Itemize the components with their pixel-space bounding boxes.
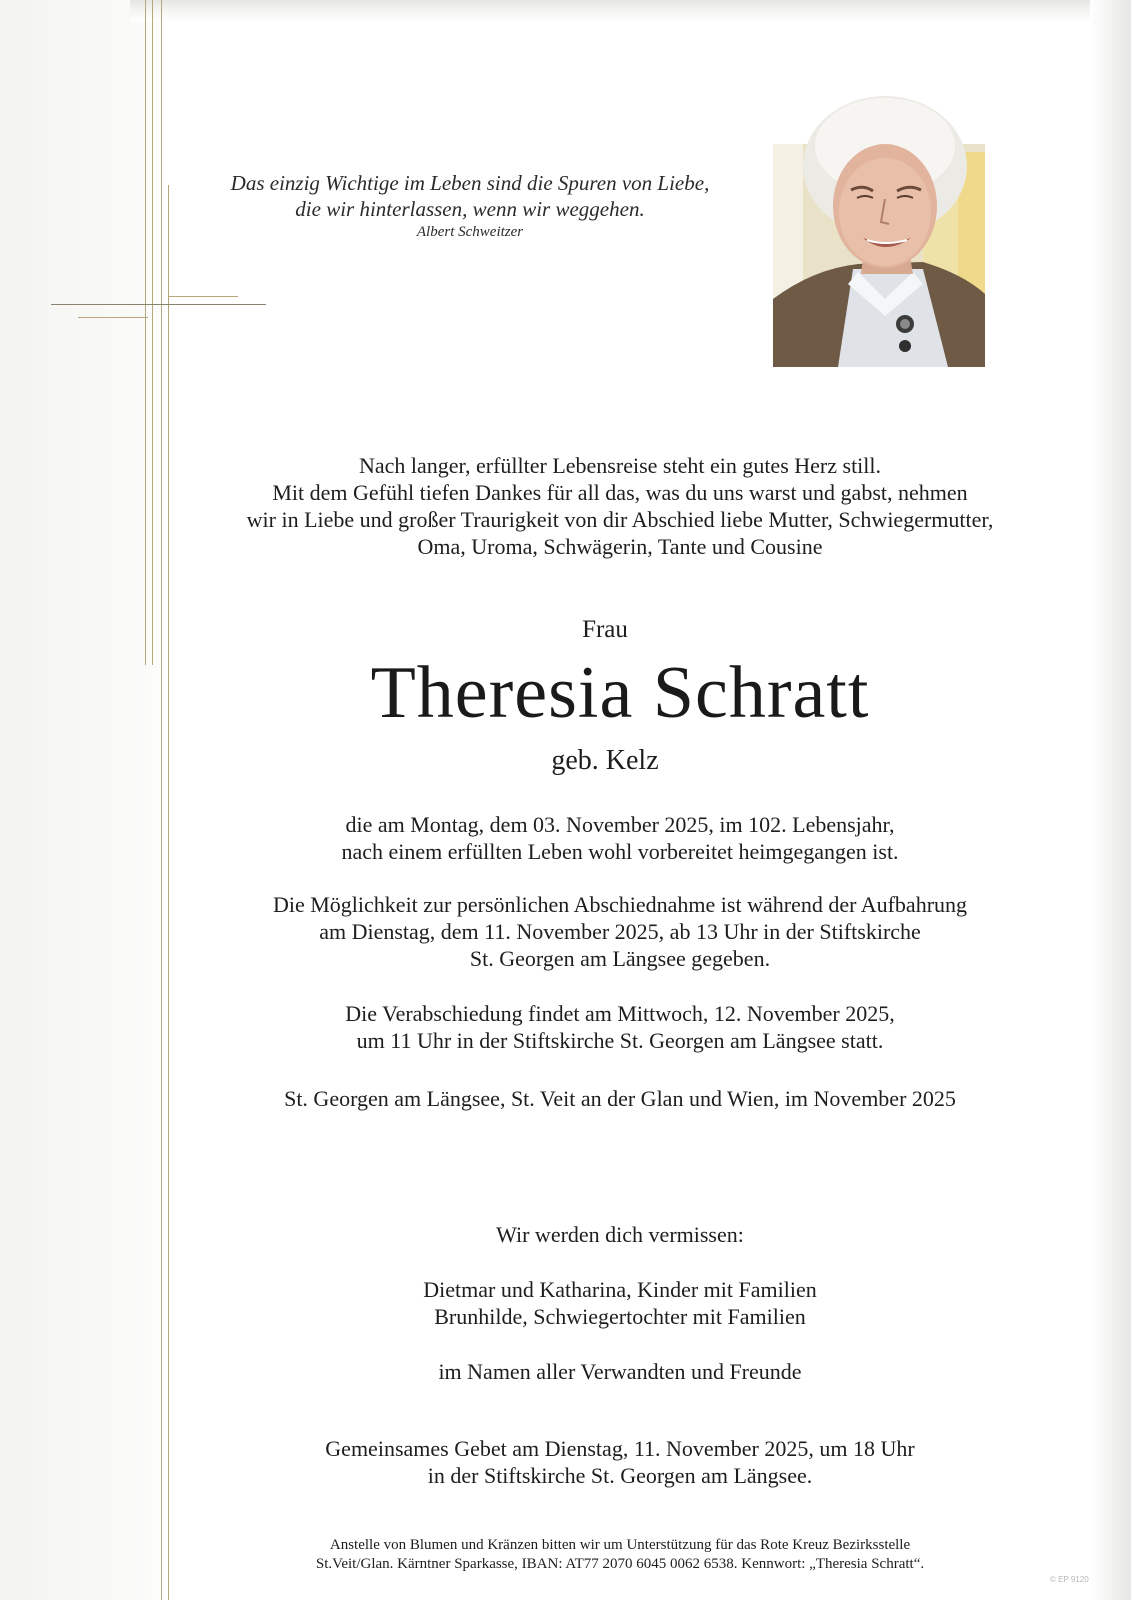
- quote-author: Albert Schweitzer: [416, 224, 524, 240]
- viewing-line: Die Möglichkeit zur persönlichen Abschiednahme ist während der Aufbahrung: [272, 892, 968, 917]
- intro-line: wir in Liebe und großer Traurigkeit von dir Abschied liebe Mutter, Schwiegermutter,: [246, 507, 994, 532]
- mourner-line: Dietmar und Katharina, Kinder mit Familien: [423, 1277, 817, 1302]
- mourner-line: Brunhilde, Schwiegertochter mit Familien: [434, 1304, 806, 1329]
- prayer-line: Gemeinsames Gebet am Dienstag, 11. November 2025, um 18 Uhr: [325, 1436, 915, 1461]
- deceased-name: Theresia Schratt: [370, 652, 870, 734]
- intro-text: [180, 452, 1060, 560]
- farewell-info: [180, 1000, 1060, 1054]
- intro-line: Oma, Uroma, Schwägerin, Tante und Cousine: [417, 534, 823, 559]
- prayer-info: [180, 1435, 1060, 1489]
- death-notice-line: die am Montag, dem 03. November 2025, im 102. Lebensjahr,: [345, 812, 895, 837]
- donation-note: [180, 1536, 1060, 1574]
- mourners-relatives: im Namen aller Verwandten und Freunde: [438, 1359, 802, 1384]
- death-notice: [180, 811, 1060, 865]
- intro-line: Nach langer, erfüllter Lebensreise steht ein gutes Herz still.: [358, 453, 882, 478]
- form-code: © EP 9120: [1050, 1575, 1089, 1584]
- place-and-date: St. Georgen am Längsee, St. Veit an der Glan und Wien, im November 2025: [284, 1086, 956, 1111]
- portrait-photo: [773, 94, 985, 367]
- memorial-quote: [190, 170, 750, 242]
- intro-line: Mit dem Gefühl tiefen Dankes für all das, was du uns warst und gabst, nehmen: [272, 480, 968, 505]
- farewell-line: Die Verabschiedung findet am Mittwoch, 12. November 2025,: [345, 1001, 895, 1026]
- birth-name: geb. Kelz: [551, 745, 659, 776]
- viewing-info: [180, 891, 1060, 972]
- paper-top-edge: [130, 0, 1131, 22]
- salutation: Frau: [582, 616, 628, 643]
- donation-line: St.Veit/Glan. Kärntner Sparkasse, IBAN: AT77 2070 6045 0062 6538. Kennwort: „Theresia Schratt“.: [315, 1556, 925, 1572]
- quote-line: die wir hinterlassen, wenn wir weggehen.: [295, 197, 645, 221]
- donation-line: Anstelle von Blumen und Kränzen bitten wir um Unterstützung für das Rote Kreuz Bezirksstelle: [329, 1537, 911, 1553]
- prayer-line: in der Stiftskirche St. Georgen am Längsee.: [427, 1463, 813, 1488]
- farewell-line: um 11 Uhr in der Stiftskirche St. Georgen am Längsee statt.: [356, 1028, 884, 1053]
- paper-right-edge: [1090, 0, 1131, 1600]
- death-notice-line: nach einem erfüllten Leben wohl vorbereitet heimgegangen ist.: [341, 839, 899, 864]
- viewing-line: St. Georgen am Längsee gegeben.: [469, 946, 771, 971]
- viewing-line: am Dienstag, dem 11. November 2025, ab 13 Uhr in der Stiftskirche: [319, 919, 921, 944]
- mourners-list: [180, 1276, 1060, 1330]
- mourners-heading: Wir werden dich vermissen:: [496, 1222, 744, 1247]
- quote-line: Das einzig Wichtige im Leben sind die Spuren von Liebe,: [230, 171, 710, 195]
